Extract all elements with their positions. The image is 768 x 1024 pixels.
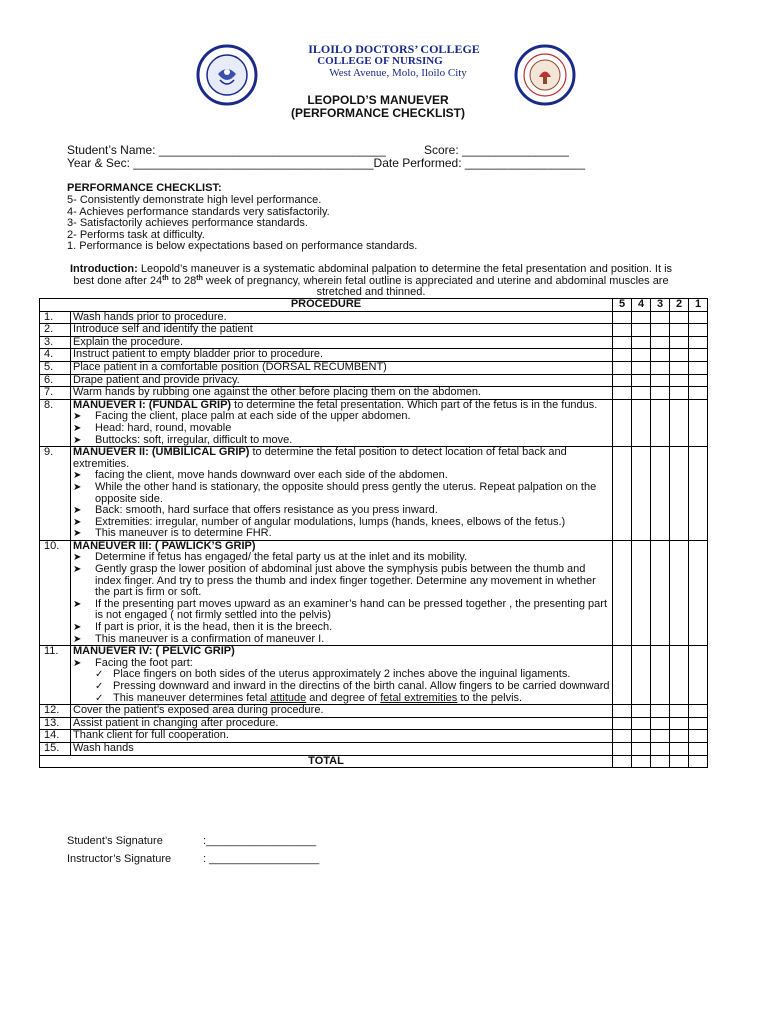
performance-checklist-heading: PERFORMANCE CHECKLIST: bbox=[67, 182, 222, 194]
procedure-table bbox=[39, 298, 708, 768]
step-text bbox=[71, 399, 613, 446]
total-label: TOTAL bbox=[40, 755, 613, 768]
arrow-bullet: ➤ While the other hand is stationary, the opposite should press gently the uterus. Repeat palpation on the opposite side. bbox=[73, 482, 610, 505]
score-cell[interactable] bbox=[689, 742, 708, 755]
score-cell[interactable] bbox=[613, 755, 632, 768]
score-cell[interactable] bbox=[632, 336, 651, 349]
score-cell[interactable] bbox=[613, 447, 632, 541]
score-cell[interactable] bbox=[670, 705, 689, 718]
procedure-column-header: PROCEDURE bbox=[40, 299, 613, 312]
step-number: 8. bbox=[40, 399, 71, 446]
score-cell[interactable] bbox=[632, 311, 651, 324]
step-text: Introduce self and identify the patient bbox=[71, 324, 613, 337]
table-row bbox=[40, 447, 708, 541]
check-bullet: ✓ Place fingers on both sides of the uterus approximately 2 inches above the inguinal ligaments. bbox=[73, 669, 610, 681]
step-text bbox=[71, 447, 613, 541]
score-cell[interactable] bbox=[632, 374, 651, 387]
year-section-date-field[interactable]: Year & Sec: ____________________________________Date Performed: __________________ bbox=[67, 156, 586, 170]
scale-item: 2- Performs task at difficulty. bbox=[67, 228, 205, 241]
maneuver-description: to determine the fetal position to detect location of fetal back and extremities. bbox=[73, 446, 567, 470]
intro-text: Leopold’s maneuver is a systematic abdominal palpation to determine the fetal presentation and position. It is best done after 24 bbox=[73, 263, 673, 287]
underlined-term: fetal extremities bbox=[380, 691, 458, 704]
score-cell[interactable] bbox=[670, 742, 689, 755]
score-cell[interactable] bbox=[689, 646, 708, 705]
step-text: Cover the patient’s exposed area during procedure. bbox=[71, 705, 613, 718]
step-number: 14. bbox=[40, 730, 71, 743]
arrow-bullet: ➤ If the presenting part moves upward as an examiner’s hand can be pressed together , the presenting part is not engaged ( not firmly settled into the pelvis) bbox=[73, 599, 610, 622]
score-cell[interactable] bbox=[651, 361, 670, 374]
arrow-bullet: ➤ Extremities: irregular, number of angular modulations, lumps (hands, knees, elbows of the fetus.) bbox=[73, 517, 610, 529]
table-row bbox=[40, 705, 708, 718]
step-number: 15. bbox=[40, 742, 71, 755]
score-cell[interactable] bbox=[632, 387, 651, 400]
instructor-signature-label: Instructor’s Signature bbox=[67, 853, 172, 865]
step-number: 12. bbox=[40, 705, 71, 718]
score-cell[interactable] bbox=[632, 705, 651, 718]
table-header-row bbox=[40, 299, 708, 312]
introduction-paragraph bbox=[68, 264, 674, 299]
step-number: 2. bbox=[40, 324, 71, 337]
score-cell[interactable] bbox=[651, 447, 670, 541]
score-cell[interactable] bbox=[670, 399, 689, 446]
score-cell[interactable] bbox=[613, 374, 632, 387]
score-cell[interactable] bbox=[689, 755, 708, 768]
student-signature-label: Student’s Signature bbox=[67, 835, 163, 847]
score-cell[interactable] bbox=[632, 540, 651, 645]
check-bullet bbox=[73, 693, 610, 705]
check-text: to the pelvis. bbox=[457, 691, 523, 704]
step-text: Instruct patient to empty bladder prior to procedure. bbox=[71, 349, 613, 362]
score-cell[interactable] bbox=[613, 399, 632, 446]
score-cell[interactable] bbox=[689, 361, 708, 374]
score-cell[interactable] bbox=[613, 540, 632, 645]
score-cell[interactable] bbox=[632, 646, 651, 705]
intro-text: week of pregnancy, wherein fetal outline is appreciated and uterine and abdominal muscles are stretched and thinned. bbox=[202, 274, 669, 298]
step-number: 10. bbox=[40, 540, 71, 645]
college-address: West Avenue, Molo, Iloilo City bbox=[329, 67, 467, 79]
table-row bbox=[40, 374, 708, 387]
score-cell[interactable] bbox=[689, 730, 708, 743]
step-text bbox=[71, 540, 613, 645]
score-cell[interactable] bbox=[689, 374, 708, 387]
step-text bbox=[71, 646, 613, 705]
score-cell[interactable] bbox=[651, 755, 670, 768]
score-cell[interactable] bbox=[632, 717, 651, 730]
step-number: 1. bbox=[40, 311, 71, 324]
score-cell[interactable] bbox=[670, 646, 689, 705]
step-text: Place patient in a comfortable position (DORSAL RECUMBENT) bbox=[71, 361, 613, 374]
score-cell[interactable] bbox=[689, 399, 708, 446]
score-cell[interactable] bbox=[632, 447, 651, 541]
maneuver-heading: MANEUVER III: ( PAWLICK’S GRIP) bbox=[73, 539, 256, 552]
score-cell[interactable] bbox=[689, 349, 708, 362]
score-cell[interactable] bbox=[651, 387, 670, 400]
document-title: LEOPOLD’S MANUEVER bbox=[307, 93, 449, 107]
college-name: ILOILO DOCTORS’ COLLEGE bbox=[308, 42, 480, 56]
score-cell[interactable] bbox=[689, 311, 708, 324]
step-number: 13. bbox=[40, 717, 71, 730]
score-column-header: 2 bbox=[670, 299, 689, 312]
arrow-bullet: ➤ Head: hard, round, movable bbox=[73, 423, 610, 435]
scale-item: 3- Satisfactorily achieves performance standards. bbox=[67, 217, 308, 229]
arrow-bullet: ➤ Gently grasp the lower position of abdominal just above the symphysis pubis between the thumb and index finger. And try to press the thumb and index finger together. Determine any movement in whether the part is firm or soft. bbox=[73, 564, 610, 599]
step-text: Warm hands by rubbing one against the other before placing them on the abdomen. bbox=[71, 387, 613, 400]
score-cell[interactable] bbox=[670, 540, 689, 645]
score-cell[interactable] bbox=[632, 730, 651, 743]
arrow-bullet: ➤ Facing the foot part: bbox=[73, 658, 610, 670]
table-row bbox=[40, 349, 708, 362]
arrow-bullet: ➤ Facing the client, place palm at each side of the upper abdomen. bbox=[73, 411, 610, 423]
score-cell[interactable] bbox=[651, 646, 670, 705]
score-cell[interactable] bbox=[613, 705, 632, 718]
score-field[interactable]: Score: ________________ bbox=[424, 143, 569, 157]
score-cell[interactable] bbox=[689, 717, 708, 730]
score-cell[interactable] bbox=[651, 349, 670, 362]
score-cell[interactable] bbox=[670, 387, 689, 400]
check-bullet: ✓ Pressing downward and inward in the directins of the birth canal. Allow fingers to be carried downward bbox=[73, 681, 610, 693]
score-column-header: 4 bbox=[632, 299, 651, 312]
step-text: Wash hands bbox=[71, 742, 613, 755]
arrow-bullet: ➤ If part is prior, it is the head, then it is the breech. bbox=[73, 622, 610, 634]
score-cell[interactable] bbox=[613, 349, 632, 362]
step-number: 11. bbox=[40, 646, 71, 705]
score-cell[interactable] bbox=[670, 755, 689, 768]
score-cell[interactable] bbox=[689, 447, 708, 541]
table-row bbox=[40, 324, 708, 337]
score-cell[interactable] bbox=[651, 311, 670, 324]
score-cell[interactable] bbox=[613, 387, 632, 400]
step-number: 7. bbox=[40, 387, 71, 400]
score-cell[interactable] bbox=[613, 730, 632, 743]
maneuver-heading: MANUEVER II: (UMBILICAL GRIP) bbox=[73, 446, 250, 459]
score-column-header: 3 bbox=[651, 299, 670, 312]
score-cell[interactable] bbox=[651, 324, 670, 337]
score-cell[interactable] bbox=[670, 311, 689, 324]
check-text: and degree of bbox=[306, 691, 381, 704]
score-cell[interactable] bbox=[670, 717, 689, 730]
arrow-bullet: ➤ Buttocks: soft, irregular, difficult to move. bbox=[73, 435, 610, 447]
table-row bbox=[40, 742, 708, 755]
student-signature-field[interactable]: :__________________ bbox=[203, 835, 317, 847]
score-cell[interactable] bbox=[613, 311, 632, 324]
table-row bbox=[40, 730, 708, 743]
step-number: 9. bbox=[40, 447, 71, 541]
score-cell[interactable] bbox=[613, 324, 632, 337]
maneuver-heading: MANUEVER IV: ( PELVIC GRIP) bbox=[73, 645, 235, 658]
check-text: This maneuver determines fetal bbox=[113, 691, 271, 704]
score-column-header: 1 bbox=[689, 299, 708, 312]
score-cell[interactable] bbox=[651, 705, 670, 718]
score-cell[interactable] bbox=[632, 742, 651, 755]
score-cell[interactable] bbox=[689, 540, 708, 645]
score-cell[interactable] bbox=[670, 374, 689, 387]
table-row bbox=[40, 399, 708, 446]
score-cell[interactable] bbox=[651, 374, 670, 387]
arrow-bullet: ➤ This maneuver is a confirmation of maneuver I. bbox=[73, 634, 610, 646]
intro-text: to 28 bbox=[168, 274, 197, 287]
maneuver-heading: MANUEVER I: (FUNDAL GRIP) bbox=[73, 398, 232, 411]
score-cell[interactable] bbox=[651, 336, 670, 349]
student-name-field[interactable]: Student’s Name: __________________________________ bbox=[67, 143, 386, 157]
step-number: 5. bbox=[40, 361, 71, 374]
score-cell[interactable] bbox=[613, 717, 632, 730]
score-cell[interactable] bbox=[670, 336, 689, 349]
step-text: Explain the procedure. bbox=[71, 336, 613, 349]
scale-item: 5- Consistently demonstrate high level performance. bbox=[67, 194, 322, 206]
score-cell[interactable] bbox=[613, 361, 632, 374]
step-number: 6. bbox=[40, 374, 71, 387]
introduction-label: Introduction: bbox=[69, 263, 138, 275]
score-cell[interactable] bbox=[689, 324, 708, 337]
table-row bbox=[40, 336, 708, 349]
score-cell[interactable] bbox=[689, 387, 708, 400]
department-name: COLLEGE OF NURSING bbox=[317, 55, 443, 67]
score-cell[interactable] bbox=[651, 540, 670, 645]
score-cell[interactable] bbox=[632, 349, 651, 362]
score-cell[interactable] bbox=[670, 324, 689, 337]
arrow-bullet: ➤ Back: smooth, hard surface that offers resistance as you press inward. bbox=[73, 505, 610, 517]
score-cell[interactable] bbox=[651, 717, 670, 730]
score-cell[interactable] bbox=[613, 742, 632, 755]
score-cell[interactable] bbox=[632, 755, 651, 768]
table-row bbox=[40, 717, 708, 730]
step-text: Assist patient in changing after procedure. bbox=[71, 717, 613, 730]
arrow-bullet: ➤ This maneuver is to determine FHR. bbox=[73, 528, 610, 540]
arrow-bullet: ➤ Determine if fetus has engaged/ the fetal party us at the inlet and its mobility. bbox=[73, 552, 610, 564]
step-number: 4. bbox=[40, 349, 71, 362]
score-cell[interactable] bbox=[670, 349, 689, 362]
document-subtitle: (PERFORMANCE CHECKLIST) bbox=[291, 106, 465, 120]
score-cell[interactable] bbox=[613, 336, 632, 349]
scale-item: 1. Performance is below expectations based on performance standards. bbox=[67, 240, 418, 252]
table-row bbox=[40, 387, 708, 400]
step-text: Wash hands prior to procedure. bbox=[71, 311, 613, 324]
score-cell[interactable] bbox=[632, 361, 651, 374]
score-cell[interactable] bbox=[689, 336, 708, 349]
step-number: 3. bbox=[40, 336, 71, 349]
step-text: Drape patient and provide privacy. bbox=[71, 374, 613, 387]
score-cell[interactable] bbox=[670, 447, 689, 541]
score-cell[interactable] bbox=[632, 324, 651, 337]
step-text: Thank client for full cooperation. bbox=[71, 730, 613, 743]
score-cell[interactable] bbox=[651, 730, 670, 743]
instructor-signature-field[interactable]: : __________________ bbox=[203, 853, 320, 865]
score-column-header: 5 bbox=[613, 299, 632, 312]
score-cell[interactable] bbox=[613, 646, 632, 705]
table-row bbox=[40, 540, 708, 645]
total-row bbox=[40, 755, 708, 768]
score-cell[interactable] bbox=[651, 399, 670, 446]
score-cell[interactable] bbox=[689, 705, 708, 718]
maneuver-description: to determine the fetal presentation. Which part of the fetus is in the fundus. bbox=[231, 398, 598, 411]
table-row bbox=[40, 361, 708, 374]
intro-superscript: th bbox=[196, 274, 203, 282]
intro-superscript: th bbox=[162, 274, 169, 282]
scale-item: 4- Achieves performance standards very satisfactorily. bbox=[67, 205, 330, 218]
score-cell[interactable] bbox=[670, 730, 689, 743]
score-cell[interactable] bbox=[651, 742, 670, 755]
table-row bbox=[40, 311, 708, 324]
table-row bbox=[40, 646, 708, 705]
arrow-bullet: ➤ facing the client, move hands downward over each side of the abdomen. bbox=[73, 470, 610, 482]
score-cell[interactable] bbox=[632, 399, 651, 446]
underlined-term: attitude bbox=[270, 691, 307, 704]
score-cell[interactable] bbox=[670, 361, 689, 374]
